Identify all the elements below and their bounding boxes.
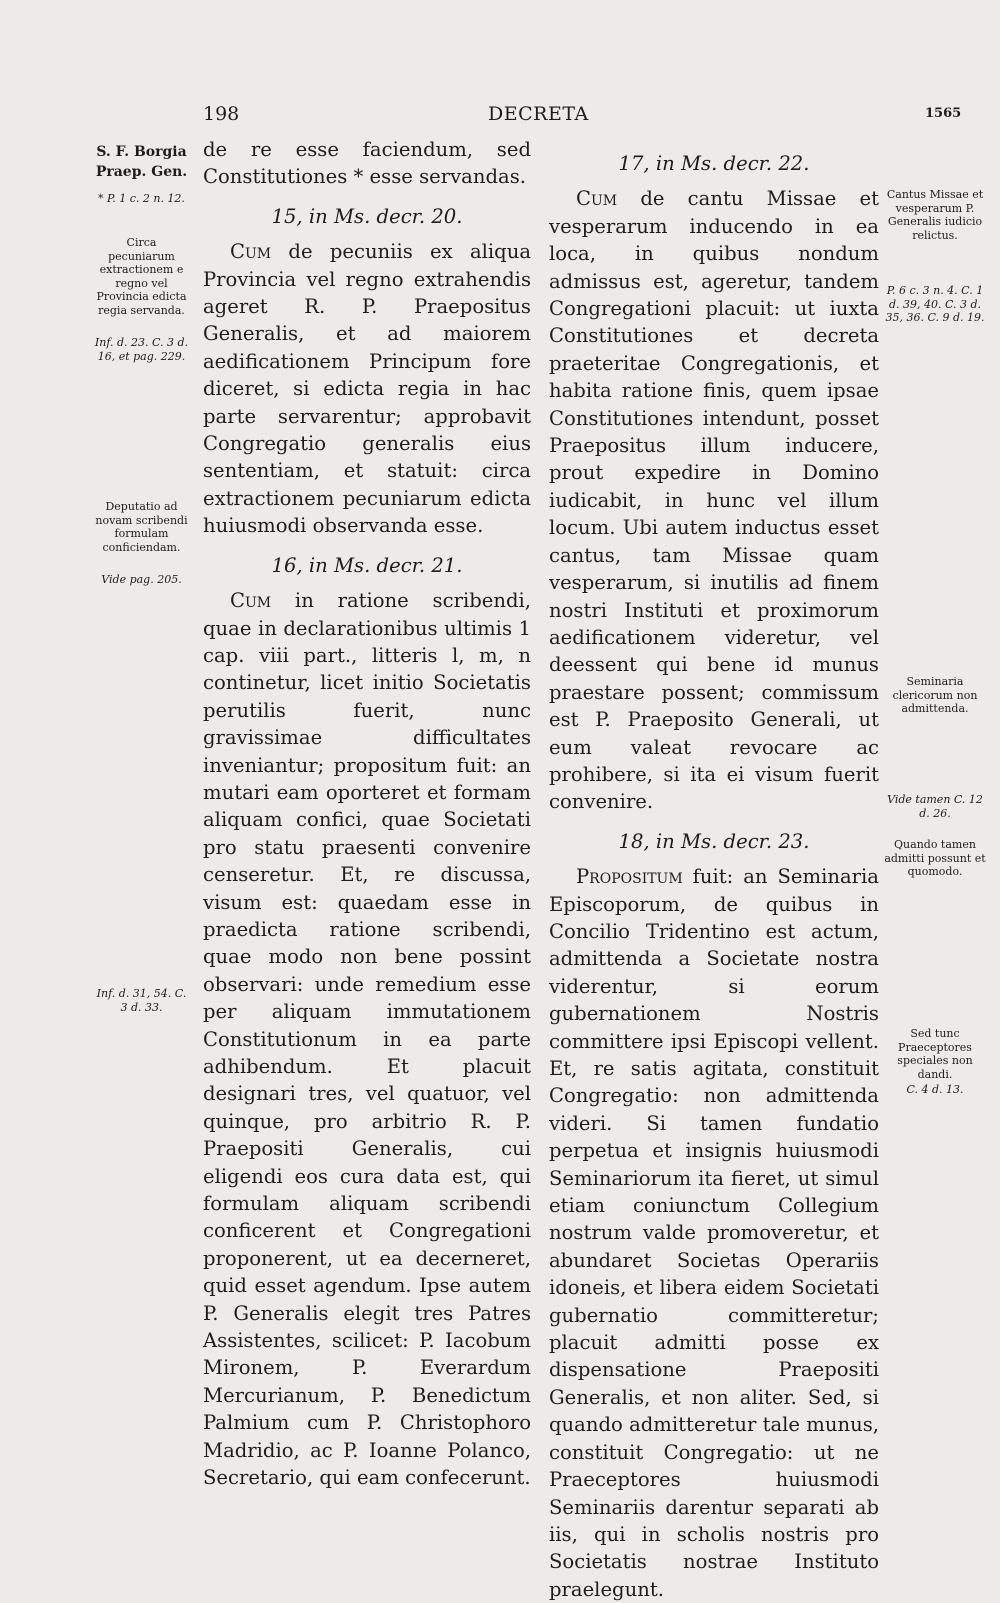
decree-heading: 15, in Ms. decr. 20. — [271, 204, 463, 228]
decree-text: de pecuniis ex aliqua Provincia vel regno extrahendis ageret R. P. Praepositus Generalis, et ad maiorem aedificationem Principum fore diceret, si edicta regia in hac parte servarentur; approbavit Congregatio generalis eius sententiam, et statuit: circa extractionem pecuniarum edicta huiusmodi observanda esse. — [203, 240, 532, 538]
margin-ref-6: Vide tamen C. 12 d. 26. — [887, 793, 983, 820]
margin-ref-3: Vide pag. 205. — [101, 573, 182, 586]
decree-text: de cantu Missae et vesperarum inducendo in ea loca, in quibus nondum admissus est, ageretur, tandem Congregationi placuit: ut iuxta Constitutiones et decreta praeteritae Congregationis, et habita ratione finis, quem ipsae Constitutiones intendunt, posset Praepositus illum inducere, prout expedire in Domino iudicabit, in hunc vel illum locum. Ubi autem inductus esset cantus, tam Missae quam vesperarum, si inutilis ad finem nostri Instituti et proximorum aedificationem videretur, vel deessent qui bene id munus praestare possent; commissum est P. Praeposito Generali, ut eum valeat revocare ac prohibere, si ita ei visum fuerit convenire. — [549, 187, 880, 814]
margin-ref-7: C. 4 d. 13. — [906, 1083, 964, 1096]
margin-note-quando: Quando tamen admitti possunt et quomodo. — [884, 838, 986, 879]
right-column — [549, 150, 879, 1603]
decree-first-word: Propositum — [576, 865, 683, 889]
margin-ref-5: P. 6 c. 3 n. 4. C. 1 d. 39, 40. C. 3 d. 35, 36. C. 9 d. 19. — [885, 284, 985, 325]
margin-note-seminaria: Seminaria clericorum non admittenda. — [892, 675, 978, 716]
decree-body — [203, 587, 531, 1491]
margin-note-praeceptores: Sed tunc Praeceptores speciales non dandi. — [897, 1027, 973, 1081]
decree-heading: 18, in Ms. decr. 23. — [618, 829, 810, 853]
margin-ref-2: Inf. d. 23. C. 3 d. 16, et pag. 229. — [94, 336, 189, 363]
continuation-text: de re esse faciendum, sed Constitutiones * esse servandas. — [203, 138, 531, 189]
margin-author-name: S. F. Borgia — [96, 144, 187, 160]
margin-author — [93, 142, 190, 182]
margin-author-title: Praep. Gen. — [95, 164, 188, 180]
margin-note-cantus: Cantus Missae et vesperarum P. Generalis iudicio relictus. — [886, 188, 984, 242]
decree-first-word: Cum — [576, 187, 618, 211]
left-column — [203, 136, 531, 1492]
margin-note-extraction: Circa pecuniarum extractionem e regno vel Provincia edicta regia servanda. — [96, 236, 187, 317]
decree-text: fuit: an Seminaria Episcoporum, de quibus in Concilio Tridentino est actum, admittenda a Societate nostra viderentur, si eorum gubernationem Nostris committere ipsi Episcopi vellent. Et, re satis agitata, constituit Congregatio: non admittenda videri. Si tamen fundatio perpetua et insignis huiusmodi Seminariorum ita fieret, ut simul etiam coniunctum Collegium nostrum valde promoveretur, et abundaret Societas Operariis idoneis, et libera eidem Societati gubernatio committeretur; placuit admitti posse ex dispensatione Praepositi Generalis, et non aliter. Sed, si quando admitteretur tale munus, constituit Congregatio: ut ne Praeceptores huiusmodi Seminariis darentur separati ab iis, qui in scholis nostris pro Societatis nostrae Instituto praelegunt. — [549, 865, 879, 1601]
decree-body — [549, 185, 879, 815]
decree-first-word: Cum — [230, 589, 272, 613]
decree-text: in ratione scribendi, quae in declarationibus ultimis 1 cap. viii part., litteris l, m, n continetur, licet initio Societatis perutilis fuerit, nunc gravissimae difficultates inveniantur; propositum fuit: an mutari eam oporteret et formam aliquam confici, quae Societati pro statu praesenti convenire censeretur. Et, re discussa, visum est: quaedam esse in praedicta ratione scribendi, quae modo non bene possint observari: unde remedium esse per aliquam immutationem Constitutionum in ea parte adhibendum. Et placuit designari tres, vel quatuor, vel quinque, pro arbitrio R. P. Praepositi Generalis, cui eligendi eos cura data est, qui formulam aliquam scribendi conficerent et Congregationi proponerent, ut ea decerneret, quid esset agendum. Ipse autem P. Generalis elegit tres Patres Assistentes, scilicet: P. Iacobum Mironem, P. Everardum Mercurianum, P. Benedictum Palmium cum P. Christophoro Madridio, ac P. Ioanne Polanco, Secretario, qui eam confecerunt. — [203, 589, 532, 1490]
decree-body — [549, 863, 879, 1603]
decree-first-word: Cum — [230, 240, 272, 264]
page-number: 198 — [203, 103, 240, 125]
decree-body — [203, 238, 531, 539]
margin-ref-4: Inf. d. 31, 54. C. 3 d. 33. — [96, 987, 187, 1014]
decree-heading: 17, in Ms. decr. 22. — [618, 152, 810, 175]
decree-heading: 16, in Ms. decr. 21. — [271, 553, 463, 577]
margin-ref-1: * P. 1 c. 2 n. 12. — [98, 192, 185, 205]
year-marker: 1565 — [925, 106, 962, 121]
running-title: DECRETA — [488, 103, 589, 125]
margin-note-deputatio: Deputatio ad novam scribendi formulam conficiendam. — [95, 500, 188, 554]
